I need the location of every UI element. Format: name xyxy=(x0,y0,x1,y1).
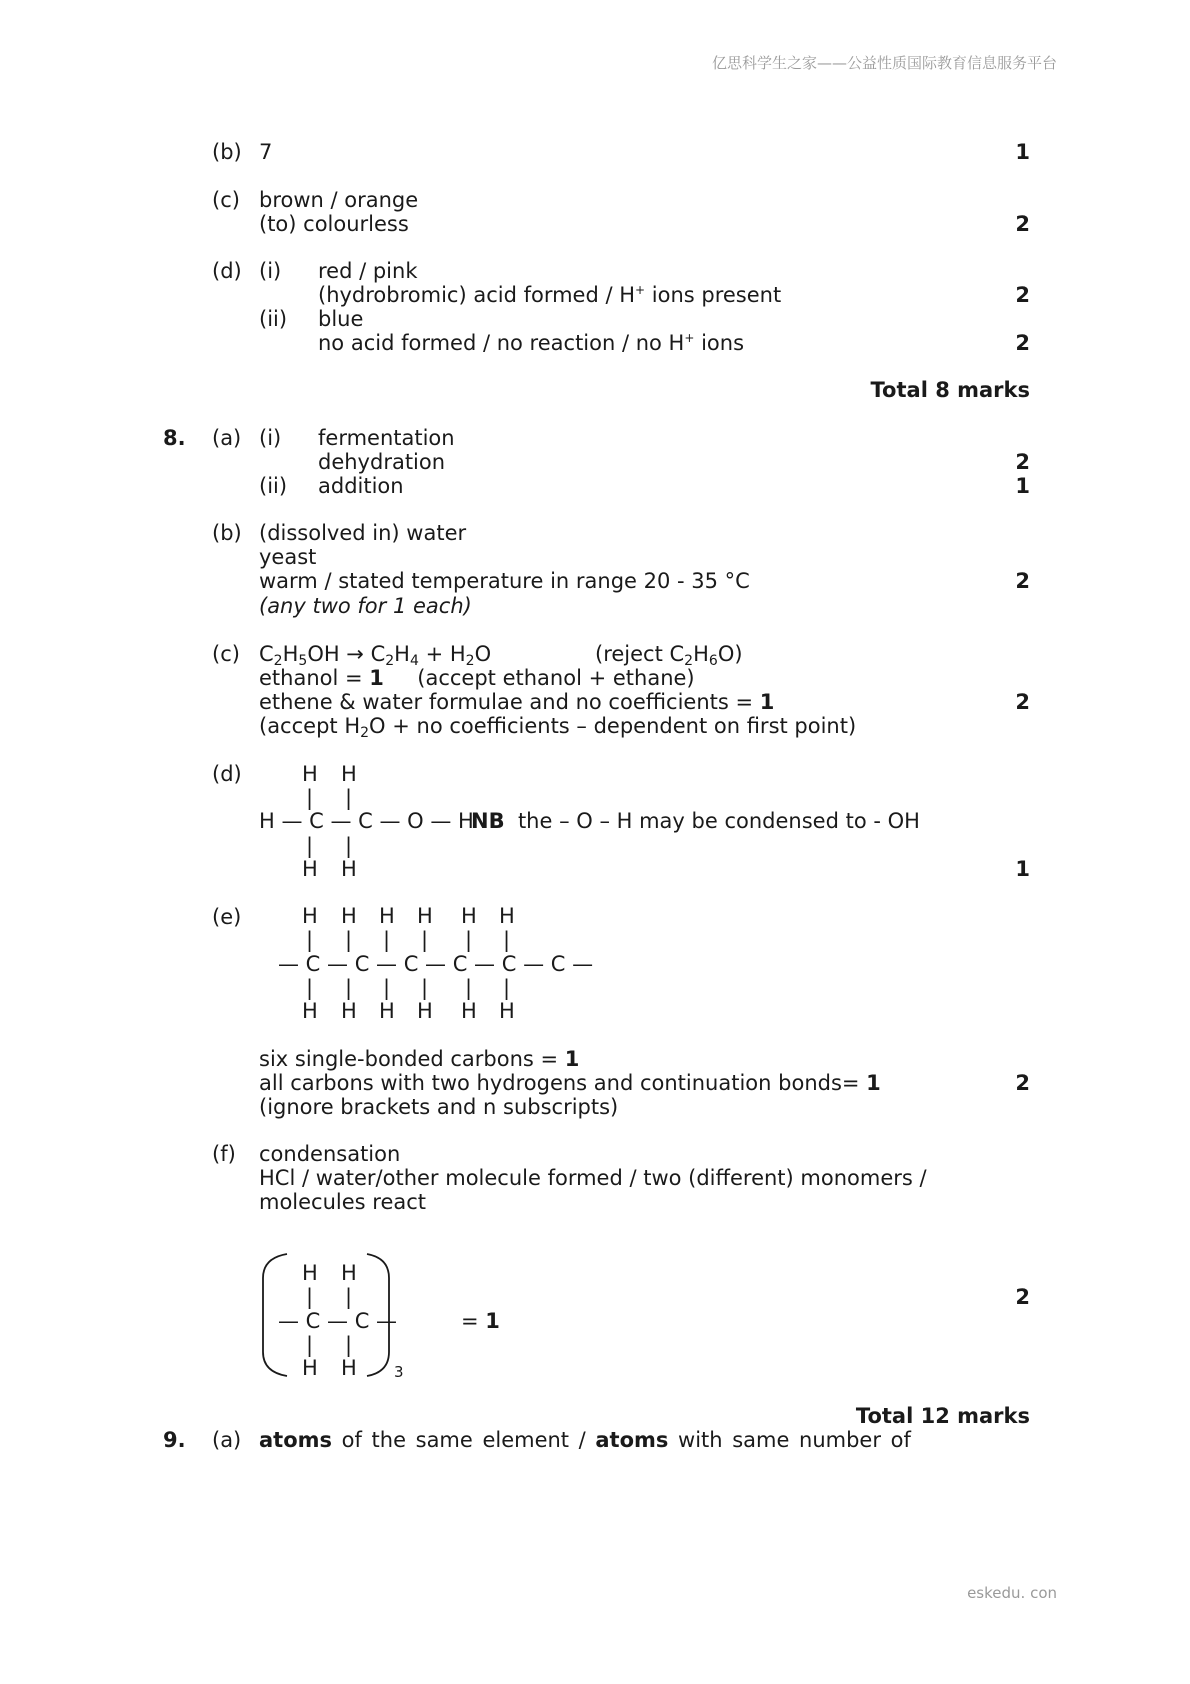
q7-c-line1: brown / orange xyxy=(259,188,419,212)
e-bond-v-2: | xyxy=(345,928,353,952)
q8-c-line3: ethene & water formulae and no coefficients = 1 xyxy=(259,690,775,714)
q9-number: 9. xyxy=(163,1428,186,1452)
q8-e-mark: 2 xyxy=(1015,1071,1030,1095)
f-bottom-h-2: H xyxy=(341,1356,357,1380)
q7-d-i-line1: red / pink xyxy=(318,259,418,283)
q8-a-i-line2: dehydration xyxy=(318,450,446,474)
q8-f-mark: 2 xyxy=(1015,1285,1030,1309)
q8-d-note: NB the – O – H may be condensed to - OH xyxy=(471,809,920,833)
q8-a-ii-label: (ii) xyxy=(259,474,288,498)
q7-b-mark: 1 xyxy=(1015,140,1030,164)
d-bond-v-2: | xyxy=(345,786,353,810)
q8-b-mark: 2 xyxy=(1015,569,1030,593)
q8-d-label: (d) xyxy=(212,762,242,786)
q7-d-i-label: (i) xyxy=(259,259,282,283)
e-main-row: — C — C — C — C — C — C — xyxy=(278,952,594,976)
q8-c-equation: $C_2H_5OH \to C_2H_4 + H_2O$ xyxy=(259,642,492,669)
d-bottom-h-2: H xyxy=(341,857,357,881)
e-bond-v-3: | xyxy=(383,928,391,952)
q8-f-line3: molecules react xyxy=(259,1190,427,1214)
q9-word-2: of xyxy=(341,1428,362,1452)
q8-total: Total 12 marks xyxy=(855,1404,1030,1428)
e-bond-v-6: | xyxy=(503,928,511,952)
q9-word-1: atoms xyxy=(259,1428,333,1452)
q9-word-7: atoms xyxy=(595,1428,669,1452)
f-bond-v-1: | xyxy=(306,1285,314,1309)
f-bottom-h-1: H xyxy=(302,1356,318,1380)
q8-c-mark: 2 xyxy=(1015,690,1030,714)
q8-b-line4: (any two for 1 each) xyxy=(259,594,472,618)
q9-word-10: number xyxy=(799,1428,881,1452)
f-bond-v-3: | xyxy=(306,1333,314,1357)
e-bond-v-9: | xyxy=(383,976,391,1000)
q8-a-ii-line: addition xyxy=(318,474,404,498)
e-bond-v-11: | xyxy=(465,976,473,1000)
e-bottom-h-4: H xyxy=(417,999,433,1023)
q8-a-ii-mark: 1 xyxy=(1015,474,1030,498)
page-footer: eskedu. con xyxy=(967,1584,1057,1602)
e-bond-v-7: | xyxy=(306,976,314,1000)
q9-word-9: same xyxy=(732,1428,790,1452)
d-bond-v-1: | xyxy=(306,786,314,810)
e-top-h-5: H xyxy=(461,904,477,928)
e-bottom-h-3: H xyxy=(379,999,395,1023)
d-bottom-h-1: H xyxy=(302,857,318,881)
q7-d-ii-mark: 2 xyxy=(1015,331,1030,355)
q8-b-line3: warm / stated temperature in range 20 - 35 °C xyxy=(259,569,750,593)
q7-c-mark: 2 xyxy=(1015,212,1030,236)
q7-c-line2: (to) colourless xyxy=(259,212,409,236)
q9-a-label: (a) xyxy=(212,1428,242,1452)
q8-f-line1: condensation xyxy=(259,1142,401,1166)
e-top-h-6: H xyxy=(499,904,515,928)
q7-b-label: (b) xyxy=(212,140,242,164)
q8-c-line2: ethanol = 1 (accept ethanol + ethane) xyxy=(259,666,695,690)
q8-number: 8. xyxy=(163,426,186,450)
q9-word-11: of xyxy=(890,1428,911,1452)
q8-f-line2: HCl / water/other molecule formed / two (different) monomers / xyxy=(259,1166,927,1190)
q7-d-label: (d) xyxy=(212,259,242,283)
e-top-h-1: H xyxy=(302,904,318,928)
q8-e-line3: (ignore brackets and n subscripts) xyxy=(259,1095,619,1119)
e-top-h-3: H xyxy=(379,904,395,928)
e-bond-v-10: | xyxy=(421,976,429,1000)
q9-word-5: element xyxy=(482,1428,570,1452)
q7-d-ii-line1: blue xyxy=(318,307,364,331)
q9-word-8: with xyxy=(678,1428,723,1452)
q7-d-ii-label: (ii) xyxy=(259,307,288,331)
f-top-h-2: H xyxy=(341,1261,357,1285)
q8-c-reject: (reject $C_2H_6O$) xyxy=(595,642,743,669)
q8-b-line1: (dissolved in) water xyxy=(259,521,467,545)
e-top-h-2: H xyxy=(341,904,357,928)
q7-b-answer: 7 xyxy=(259,140,273,164)
page-header: 亿思科学生之家——公益性质国际教育信息服务平台 xyxy=(711,54,1057,72)
q9-word-3: the xyxy=(371,1428,406,1452)
e-bottom-h-2: H xyxy=(341,999,357,1023)
e-bottom-h-6: H xyxy=(499,999,515,1023)
f-top-h-1: H xyxy=(302,1261,318,1285)
q8-e-line2: all carbons with two hydrogens and continuation bonds= 1 xyxy=(259,1071,881,1095)
q7-d-i-mark: 2 xyxy=(1015,283,1030,307)
f-bond-v-2: | xyxy=(345,1285,353,1309)
q7-total: Total 8 marks xyxy=(870,378,1030,402)
e-bond-v-4: | xyxy=(421,928,429,952)
f-main-row: — C — C — xyxy=(278,1309,398,1333)
q7-d-i-line2: (hydrobromic) acid formed / H+ ions present xyxy=(318,283,782,307)
e-bond-v-5: | xyxy=(465,928,473,952)
q8-a-i-line1: fermentation xyxy=(318,426,455,450)
q8-a-i-label: (i) xyxy=(259,426,282,450)
e-bottom-h-1: H xyxy=(302,999,318,1023)
q8-c-label: (c) xyxy=(212,642,240,666)
e-top-h-4: H xyxy=(417,904,433,928)
q7-d-ii-line2: no acid formed / no reaction / no H+ ions xyxy=(318,331,745,355)
q7-c-label: (c) xyxy=(212,188,240,212)
e-bottom-h-5: H xyxy=(461,999,477,1023)
q9-word-6: / xyxy=(578,1428,586,1452)
d-bond-v-4: | xyxy=(345,834,353,858)
f-subscript: 3 xyxy=(394,1363,404,1381)
q9-word-4: same xyxy=(415,1428,473,1452)
q8-b-line2: yeast xyxy=(259,545,317,569)
e-bond-v-1: | xyxy=(306,928,314,952)
q8-b-label: (b) xyxy=(212,521,242,545)
q8-f-equals: = 1 xyxy=(461,1309,500,1333)
f-bond-v-4: | xyxy=(345,1333,353,1357)
q8-e-label: (e) xyxy=(212,905,242,929)
d-bond-v-3: | xyxy=(306,834,314,858)
e-bond-v-8: | xyxy=(345,976,353,1000)
d-main-row: H — C — C — O — H xyxy=(259,809,474,833)
q8-d-mark: 1 xyxy=(1015,857,1030,881)
d-top-h-1: H xyxy=(302,762,318,786)
q8-f-label: (f) xyxy=(212,1142,236,1166)
d-top-h-2: H xyxy=(341,762,357,786)
e-bond-v-12: | xyxy=(503,976,511,1000)
q8-e-line1: six single-bonded carbons = 1 xyxy=(259,1047,580,1071)
q8-c-line4: (accept $H_2O$ + no coefficients – dependent on first point) xyxy=(259,714,857,741)
q8-a-i-mark: 2 xyxy=(1015,450,1030,474)
q9-a-line xyxy=(259,1427,911,1453)
q8-a-label: (a) xyxy=(212,426,242,450)
